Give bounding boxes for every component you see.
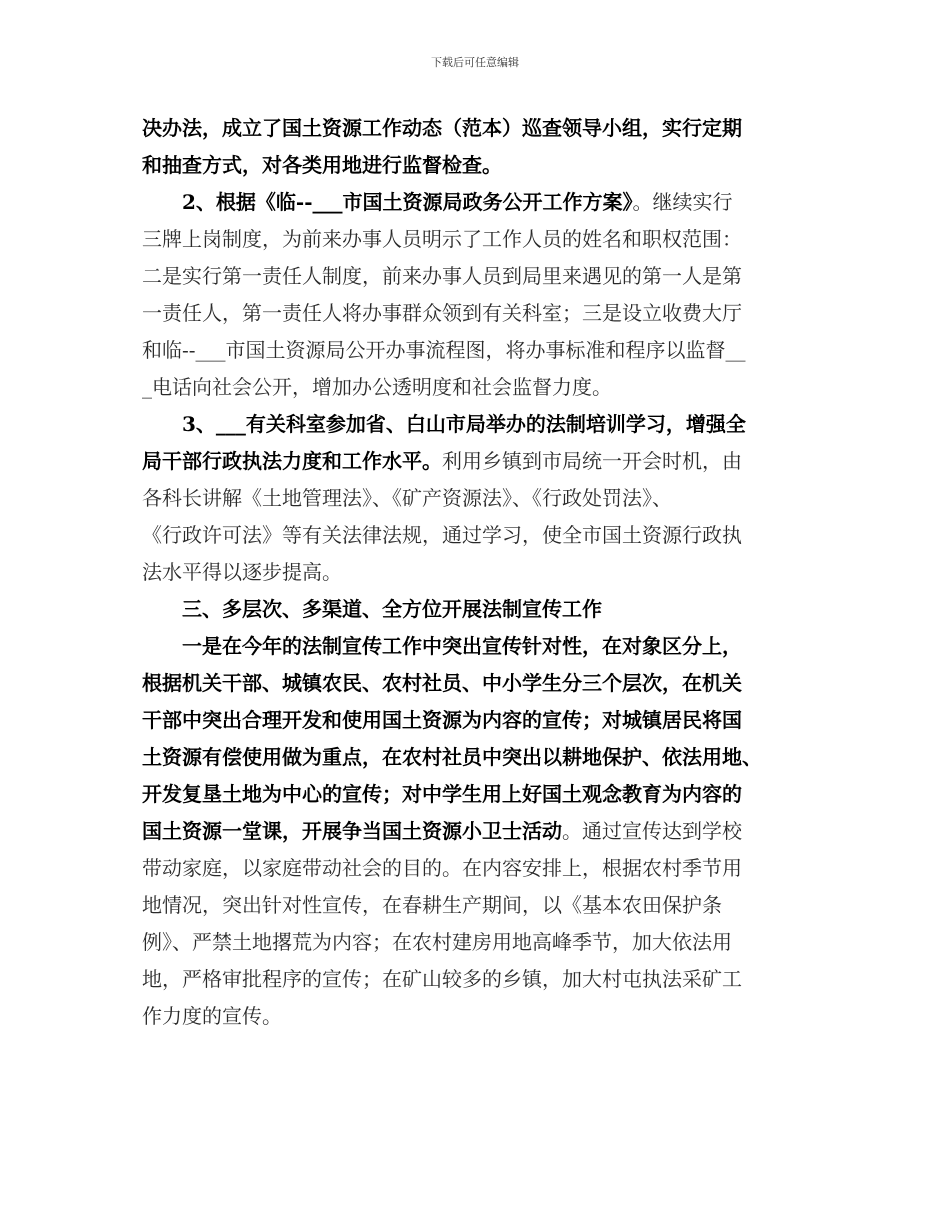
text-run: 二是实行第一责任人制度，前来办事人员到局里来遇见的第一人是第 — [142, 264, 742, 288]
text-run: 。继续实行 — [632, 190, 733, 214]
text-line — [142, 554, 814, 591]
text-run: 一责任人，第一责任人将办事群众领到有关科室；三是设立收费大厅 — [142, 301, 742, 325]
text-run: 局干部行政执法力度和工作水平。 — [142, 449, 442, 473]
text-line — [142, 776, 814, 813]
text-line — [142, 924, 814, 961]
text-line — [142, 628, 814, 665]
text-line — [142, 887, 814, 924]
text-line — [142, 332, 814, 369]
text-line — [142, 961, 814, 998]
text-line — [142, 295, 814, 332]
text-line — [142, 147, 814, 184]
text-line — [142, 850, 814, 887]
text-run: 地，严格审批程序的宣传；在矿山较多的乡镇，加大村屯执法采矿工 — [142, 967, 742, 991]
text-run: 一是在今年的法制宣传工作中突出宣传针对性，在对象区分上， — [142, 634, 742, 658]
text-run: 决办法，成立了国土资源工作动态（范本）巡查领导小组，实行定期 — [142, 116, 742, 140]
text-run: 根据机关干部、城镇农民、农村社员、中小学生分三个层次，在机关 — [142, 671, 742, 695]
text-run: 3、___有关科室参加省、白山市局举办的法制培训学习，增强全 — [142, 412, 746, 436]
text-line — [142, 702, 814, 739]
text-run: 三、多层次、多渠道、全方位开展法制宣传工作 — [142, 597, 602, 621]
text-run: 利用乡镇到市局统一开会时机，由 — [442, 449, 742, 473]
text-run: 。通过宣传达到学校 — [562, 819, 742, 843]
text-line — [142, 739, 814, 776]
text-line — [142, 665, 814, 702]
text-run: 开发复垦土地为中心的宣传；对中学生用上好国土观念教育为内容的 — [142, 782, 742, 806]
text-run: 法水平得以逐步提高。 — [142, 560, 342, 584]
text-line — [142, 591, 814, 628]
text-run: 国土资源一堂课，开展争当国土资源小卫士活动 — [142, 819, 562, 843]
page-header-note: 下载后可任意编辑 — [431, 56, 519, 69]
text-line — [142, 480, 814, 517]
text-run: 2、根据《临--___市国土资源局政务公开工作方案》 — [142, 190, 633, 214]
text-run: 各科长讲解《土地管理法》、《矿产资源法》、《行政处罚法》、 — [142, 486, 672, 510]
text-run: 三牌上岗制度，为前来办事人员明示了工作人员的姓名和职权范围： — [142, 227, 742, 251]
text-run: 地情况，突出针对性宣传，在春耕生产期间，以《基本农田保护条 — [142, 893, 722, 917]
document-body — [142, 110, 814, 1035]
text-run: 和抽查方式，对各类用地进行监督检查。 — [142, 153, 502, 177]
text-run: 例》、严禁土地撂荒为内容；在农村建房用地高峰季节，加大依法用 — [142, 930, 732, 954]
text-line — [142, 221, 814, 258]
text-line — [142, 998, 814, 1035]
text-run: 土资源有偿使用做为重点，在农村社员中突出以耕地保护、依法用地、 — [142, 745, 762, 769]
text-run: 干部中突出合理开发和使用国土资源为内容的宣传；对城镇居民将国 — [142, 708, 742, 732]
text-run: _电话向社会公开，增加办公透明度和社会监督力度。 — [142, 375, 612, 399]
text-run: 和临--___市国土资源局公开办事流程图，将办事标准和程序以监督__ — [142, 338, 746, 362]
text-line — [142, 406, 814, 443]
text-line — [142, 517, 814, 554]
text-line — [142, 443, 814, 480]
text-line — [142, 184, 814, 221]
text-run: 带动家庭，以家庭带动社会的目的。在内容安排上，根据农村季节用 — [142, 856, 742, 880]
text-run: 作力度的宣传。 — [142, 1004, 282, 1028]
text-line — [142, 813, 814, 850]
text-line — [142, 369, 814, 406]
text-line — [142, 110, 814, 147]
text-line — [142, 258, 814, 295]
text-run: 《行政许可法》等有关法律法规，通过学习，使全市国土资源行政执 — [142, 523, 742, 547]
